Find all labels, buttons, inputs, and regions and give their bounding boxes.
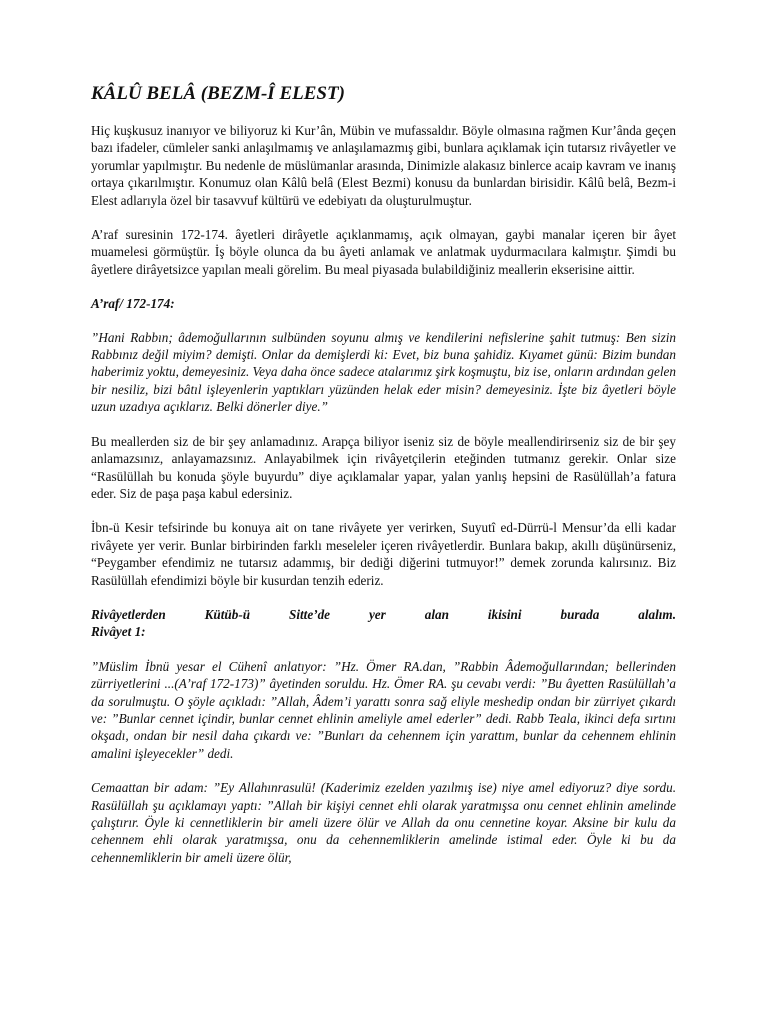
quote-rivayet-1: ”Müslim İbnü yesar el Cühenî anlatıyor: ”Hz. Ömer RA.dan, ”Rabbin Âdemoğullarından; bellerinden zürriyetlerini ...(A’raf 172-173)” âyetinden soruldu. Hz. Ömer RA. şu cevabı verdi: ”Bu âyetten Rasülüllah’a da sorulmuştu. O şöyle açıkladı: ”Allah, Âdem’i yarattı sonra sağ eliyle meshedip ondan bir zürriyet çıkardı ve: ”Bunlar cennet içindir, bunlar cennet ehlinin ameliyle amel ederler” dedi. Rabb Teala, ikinci defa sırtını okşadı, ondan bir nesil daha çıkardı ve: ”Bunları da cehennem için yarattım, bunlar da cehennem ehlinin amalini işleyecekler” dedi. <box>91 658 676 761</box>
paragraph-intro: Hiç kuşkusuz inanıyor ve biliyoruz ki Kur’ân, Mübin ve mufassaldır. Böyle olmasına rağmen Kur’ânda geçen bazı ifadeler, cümleler sanki anlaşılmamış ve anlaşılamazmış gibi, bunlara açıklamak için tutarsız rivâyetler ve yorumlar yapılmıştır. Bu nedenle de müslümanlar arasında, Dinimizle alakasız binlerce acaip kavram ve inanış ortaya çıkarılmıştır. Konumuz olan Kâlû belâ (Elest Bezmi) konusu da bunlardan birisidir. Kâlû belâ, Bezm-i Elest adlarıyla özel bir tasavvuf kültürü ve edebiyatı da oluşturulmuştur. <box>91 123 676 208</box>
document-title: KÂLÛ BELÂ (BEZM-Î ELEST) <box>91 83 345 104</box>
document-page <box>91 82 676 883</box>
quote-verse-meal: ”Hani Rabbın; âdemoğullarının sulbünden soyunu almış ve kendilerini nefislerine şahit tutmuş: Ben sizin Rabbınız değil miyim? demişti. Onlar da demişlerdi ki: Evet, biz buna şahidiz. Kıyamet günü: Bizim bundan haberimiz yoktu, demeyesiniz. Veya daha önce sadece atalarımız şirk koşmuştu, biz ise, onların ardından gelen bir nesiliz, bizi bâtıl işleyenlerin yaptıkları yüzünden helak eder misin? demeyesiniz. İşte biz âyetleri böyle uzun uzadıya açıklarız. Belki dönerler diye.” <box>91 329 676 415</box>
paragraph-meal-critique: Bu meallerden siz de bir şey anlamadınız. Arapça biliyor iseniz siz de böyle meallendirirseniz siz de bir şey anlamazsınız, anlayamazsınız. Anlayabilmek için rivâyetçilerin eteğinden tutmanız gerekir. Onlar size “Rasülüllah bu konuda şöyle buyurdu” diye açıklamalar yapar, yalan yanlış hepsini de Rasülüllah’a fatura eder. Siz de paşa paşa kabul edersiniz. <box>91 433 676 501</box>
quote-cemaat: Cemaattan bir adam: ”Ey Allahınrasulü! (Kaderimiz ezelden yazılmış ise) niye amel ediyoruz? diye sordu. Rasülüllah şu açıklamayı yaptı: ”Allah bir kişiyi cennet ehli olarak yaratmışsa onu cennet ehlinin amelinde çalıştırır. Öyle ki cennetliklerin bir ameli üzere ölür ve Allah da onu cennetine koyar. Aksine bir kulu da cehennem ehli olarak yaratmışsa, onu da cehennemliklerin amelinde istimal eder. Öyle ki bu da cehennemliklerin bir ameli üzere ölür, <box>91 780 676 865</box>
paragraph-ibn-kesir: İbn-ü Kesir tefsirinde bu konuya ait on tane rivâyete yer verirken, Suyutî ed-Dürrü-l Mensur’da elli kadar rivâyete yer verir. Bunlar birbirinden farklı meseleler içeren rivâyetlerdir. Bunlara bakıp, akıllı düşünürseniz, “Peygamber efendimiz ne tutarsız adammış, bir dediği diğerini tutmuyor!” demek zorunda kalırsınız. Biz Rasülüllah efendimizi böyle bir kusurdan tenzih ederiz. <box>91 520 676 588</box>
section-heading-rivayet-1: Rivâyet 1: <box>91 624 146 640</box>
section-heading-rivayetler: Rivâyetlerden Kütüb-ü Sitte’de yer alan ikisini burada alalım. <box>91 606 676 622</box>
section-heading-araf: A’raf/ 172-174: <box>91 296 175 312</box>
paragraph-araf-context: A’raf suresinin 172-174. âyetleri dirâyetle açıklanmamış, açık olmayan, gaybi manalar içeren bir âyet muamelesi görmüştür. İş böyle olunca da bu âyeti anlamak ve anlatmak uydurmacılara kalmıştır. Şimdi bu âyetlere dirâyetsizce yapılan meali görelim. Bu meal piyasada bulabildiğiniz meallerin ekserisine aittir. <box>91 227 676 277</box>
